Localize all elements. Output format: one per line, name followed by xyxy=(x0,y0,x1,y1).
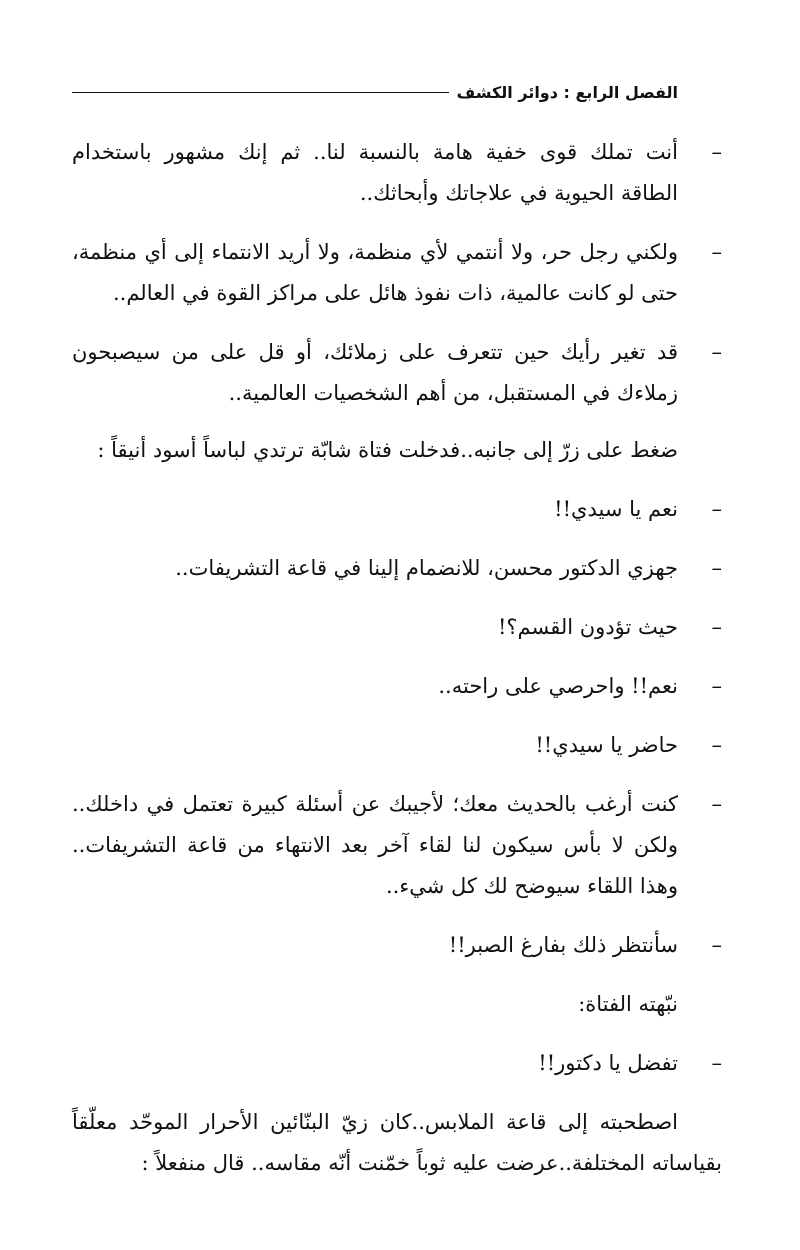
dialog-paragraph xyxy=(72,232,722,314)
dialog-dash: – xyxy=(711,240,722,264)
paragraph-text: أنت تملك قوى خفية هامة بالنسبة لنا.. ثم إنك مشهور باستخدام الطاقة الحيوية في علاجاتك وأبحاثك.. xyxy=(72,140,678,205)
paragraph-text: كنت أرغب بالحديث معك؛ لأجيبك عن أسئلة كبيرة تعتمل في داخلك.. ولكن لا بأس سيكون لنا لقاء آخر بعد الانتهاء من قاعة التشريفات.. وهذا اللقاء سيوضح لك كل شيء.. xyxy=(72,792,678,898)
paragraph-text: تفضل يا دكتور!! xyxy=(538,1051,678,1075)
dialog-paragraph xyxy=(72,332,722,414)
dialog-paragraph xyxy=(72,1043,722,1084)
narration-paragraph: اصطحبته إلى قاعة الملابس..كان زيّ البنّائين الأحرار الموحّد معلّقاً بقياساته المختلفة..عرضت عليه ثوباً خمّنت أنّه مقاسه.. قال منفعلاً : xyxy=(72,1110,722,1175)
dialog-dash: – xyxy=(711,556,722,580)
dialog-dash: – xyxy=(711,497,722,521)
dialog-paragraph xyxy=(72,489,722,530)
dialog-dash: – xyxy=(711,733,722,757)
dialog-dash: – xyxy=(711,674,722,698)
dialog-dash: – xyxy=(711,792,722,816)
paragraph-text: ولكني رجل حر، ولا أنتمي لأي منظمة، ولا أريد الانتماء إلى أي منظمة، حتى لو كانت عالمية، ذات نفوذ هائل على مراكز القوة في العالم.. xyxy=(72,240,678,305)
page-body xyxy=(72,132,722,1184)
paragraph-text: جهزي الدكتور محسن، للانضمام إلينا في قاعة التشريفات.. xyxy=(175,556,678,580)
dialog-paragraph xyxy=(72,132,722,214)
dialog-dash: – xyxy=(711,1051,722,1075)
paragraph-text: نعم!! واحرصي على راحته.. xyxy=(438,674,678,698)
header-rule xyxy=(72,92,449,93)
dialog-dash: – xyxy=(711,140,722,164)
paragraph-text: سأنتظر ذلك بفارغ الصبر!! xyxy=(448,933,678,957)
dialog-dash: – xyxy=(711,933,722,957)
dialog-paragraph xyxy=(72,925,722,966)
dialog-paragraph xyxy=(72,666,722,707)
dialog-paragraph xyxy=(72,784,722,907)
paragraph-text: حيث تؤدون القسم؟! xyxy=(497,615,678,639)
dialog-paragraph xyxy=(72,607,722,648)
dialog-dash: – xyxy=(711,340,722,364)
chapter-title: الفصل الرابع : دوائر الكشف xyxy=(456,82,678,102)
running-header xyxy=(72,80,678,104)
dialog-dash: – xyxy=(711,615,722,639)
dialog-paragraph xyxy=(72,548,722,589)
paragraph-text: حاضر يا سيدي!! xyxy=(535,733,678,757)
paragraph-text: نعم يا سيدي!! xyxy=(554,497,678,521)
dialog-paragraph xyxy=(72,725,722,766)
narration-paragraph: نبّهته الفتاة: xyxy=(578,992,678,1016)
paragraph-text: قد تغير رأيك حين تتعرف على زملائك، أو قل على من سيصبحون زملاءك في المستقبل، من أهم الشخصيات العالمية.. xyxy=(72,340,678,405)
narration-paragraph: ضغط على زرّ إلى جانبه..فدخلت فتاة شابّة ترتدي لباساً أسود أنيقاً : xyxy=(97,438,678,462)
